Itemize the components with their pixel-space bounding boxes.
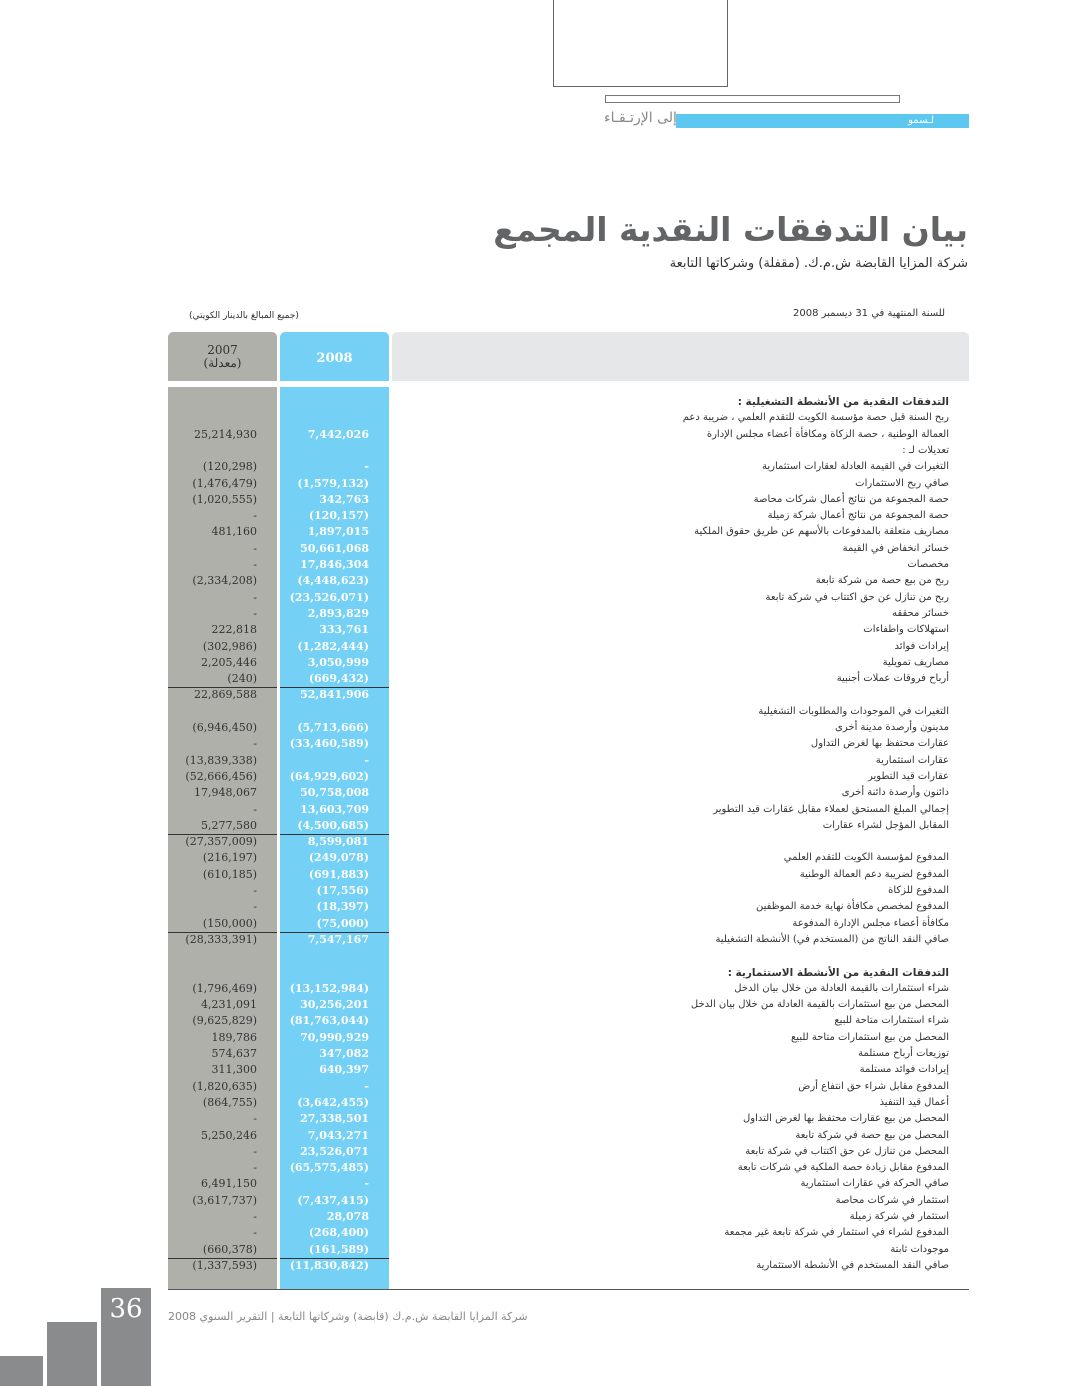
period-label: للسنة المنتهية في 31 ديسمبر 2008 xyxy=(793,308,945,319)
table-row xyxy=(168,443,969,459)
value-2008: (33,460,589) xyxy=(289,737,369,751)
row-label: أعمال قيد التنفيذ xyxy=(879,1096,949,1108)
value-2007: (1,476,479) xyxy=(192,476,257,490)
row-label: استثمار في شركة زميلة xyxy=(849,1211,949,1222)
currency-note: (جميع المبالغ بالدينار الكويتي) xyxy=(189,311,299,321)
value-2007: - xyxy=(253,606,257,620)
row-label: صافي النقد الناتج من (المستخدم في) الأنشطة التشغيلية xyxy=(715,933,949,945)
year-2007: 2007 xyxy=(207,343,238,357)
value-2008: (23,526,071) xyxy=(289,590,369,604)
table-row xyxy=(168,1193,969,1209)
table-row xyxy=(168,785,969,801)
table-row xyxy=(168,834,969,850)
table-row xyxy=(168,1111,969,1127)
value-2008: 7,442,026 xyxy=(307,427,369,441)
row-label: التدفقات النقدية من الأنشطة التشغيلية : xyxy=(737,396,949,408)
value-2008: - xyxy=(364,460,369,474)
value-2008: (4,500,685) xyxy=(297,818,369,832)
table-row xyxy=(168,932,969,948)
value-2008: (18,397) xyxy=(316,900,369,914)
value-2007: (610,185) xyxy=(202,867,257,881)
row-label: حصة المجموعة من نتائج أعمال شركات محاصة xyxy=(753,493,949,505)
row-label: إجمالي المبلغ المستحق لعملاء مقابل عقارات قيد التطوير xyxy=(713,803,949,815)
table-row xyxy=(168,802,969,818)
table-row xyxy=(168,655,969,671)
value-2008: 640,397 xyxy=(319,1063,369,1077)
row-label: المحصل من بيع حصة في شركة تابعة xyxy=(795,1129,949,1141)
table-row xyxy=(168,1030,969,1046)
table-row xyxy=(168,883,969,899)
table-row xyxy=(168,899,969,915)
table-row xyxy=(168,459,969,475)
footer-square-small xyxy=(0,1356,43,1386)
value-2007: (9,625,829) xyxy=(192,1014,257,1028)
value-2007: 481,160 xyxy=(211,525,257,539)
row-label: مكافأة أعضاء مجلس الإدارة المدفوعة xyxy=(792,917,949,929)
row-label: إيرادات فوائد مستلمة xyxy=(859,1064,949,1076)
value-2007: - xyxy=(253,1210,257,1223)
table-row xyxy=(168,1062,969,1078)
value-2008: (13,152,984) xyxy=(289,981,369,995)
value-2008: 17,846,304 xyxy=(300,558,369,571)
value-2008: (65,575,485) xyxy=(289,1161,369,1175)
value-2008: 3,050,999 xyxy=(307,655,369,669)
row-label: تعديلات لـ : xyxy=(902,444,949,456)
value-2008: 347,082 xyxy=(319,1047,369,1060)
value-2008: 27,338,501 xyxy=(300,1112,369,1126)
table-row xyxy=(168,590,969,606)
value-2008: (1,579,132) xyxy=(297,476,369,490)
value-2008: - xyxy=(364,1079,369,1093)
value-2007: - xyxy=(253,558,257,571)
table-bottom-rule xyxy=(168,1289,969,1290)
value-2008: 7,547,167 xyxy=(307,932,369,946)
row-label: ربح من تنازل عن حق اكتتاب في شركة تابعة xyxy=(765,591,949,603)
value-2008: 7,043,271 xyxy=(307,1128,369,1142)
column-header-2007 xyxy=(168,344,277,370)
footer-text: شركة المزايا القابضة ش.م.ك (قابضة) وشركاتها التابعة | التقرير السنوي 2008 xyxy=(168,1310,528,1323)
row-label: صافي الحركة في عقارات استثمارية xyxy=(800,1178,949,1190)
value-2008: 50,661,068 xyxy=(300,541,369,555)
value-2008: 13,603,709 xyxy=(300,802,369,816)
row-label: إيرادات فوائد xyxy=(894,640,949,652)
table-row xyxy=(168,867,969,883)
row-label: استثمار في شركات محاصة xyxy=(835,1194,949,1206)
row-label: مصاريف متعلقة بالمدفوعات بالأسهم عن طريق حقوق الملكية xyxy=(694,526,949,538)
value-2007: (1,020,555) xyxy=(192,492,257,506)
table-row xyxy=(168,769,969,785)
value-2008: 30,256,201 xyxy=(300,998,369,1012)
table-row xyxy=(168,639,969,655)
value-2007: (27,357,009) xyxy=(185,835,257,849)
table-row xyxy=(168,622,969,638)
row-label: شراء استثمارات متاحة للبيع xyxy=(834,1015,949,1027)
row-label: خسائر انخفاض في القيمة xyxy=(842,542,949,554)
table-row xyxy=(168,541,969,557)
value-2008: (268,400) xyxy=(308,1226,369,1240)
row-label: العمالة الوطنية ، حصة الزكاة ومكافأة أعضاء مجلس الإدارة xyxy=(706,428,949,440)
value-2008: (17,556) xyxy=(316,884,369,897)
table-row xyxy=(168,850,969,866)
value-2007: 22,869,588 xyxy=(194,688,257,702)
row-label: التغيرات في الموجودات والمطلوبات التشغيلية xyxy=(758,705,949,717)
value-2007: - xyxy=(253,802,257,816)
value-2007: 6,491,150 xyxy=(201,1177,257,1191)
value-2007: (120,298) xyxy=(202,460,257,474)
value-2007: (1,796,469) xyxy=(192,981,257,995)
row-label: المدفوع مقابل زيادة حصة الملكية في شركات تابعة xyxy=(737,1162,949,1174)
row-label: المدفوع مقابل شراء حق انتفاع أرض xyxy=(798,1080,949,1092)
value-2008: (1,282,444) xyxy=(297,639,369,653)
column-header-2008: 2008 xyxy=(316,351,353,366)
row-label: مدينون وأرصدة مدينة أخرى xyxy=(835,722,949,733)
row-label: توزيعات أرباح مستلمة xyxy=(858,1048,949,1059)
value-2008: (64,929,602) xyxy=(289,769,369,783)
value-2007: (864,755) xyxy=(202,1095,257,1109)
slogan-gray-text: إلى الإرتـقـاء xyxy=(604,110,677,126)
value-2008: (4,448,623) xyxy=(297,574,369,588)
table-row xyxy=(168,965,969,981)
value-2007: - xyxy=(253,884,257,897)
row-label: المدفوع للزكاة xyxy=(888,885,949,896)
table-row xyxy=(168,394,969,410)
row-label: عقارات قيد التطوير xyxy=(867,770,949,782)
value-2007: - xyxy=(253,737,257,751)
value-2007: (6,946,450) xyxy=(192,721,257,734)
table-row xyxy=(168,573,969,589)
table-row xyxy=(168,1128,969,1144)
page-title: بيان التدفقات النقدية المجمع xyxy=(493,210,968,249)
value-2007: (240) xyxy=(227,672,257,686)
table-row xyxy=(168,1242,969,1258)
row-label: التغيرات في القيمة العادلة لعقارات استثمارية xyxy=(762,461,949,473)
value-2008: 1,897,015 xyxy=(307,525,369,539)
value-2007: (302,986) xyxy=(202,639,257,653)
table-row xyxy=(168,427,969,443)
row-label: المحصل من تنازل عن حق اكتتاب في شركة تابعة xyxy=(745,1145,949,1157)
table-row xyxy=(168,524,969,540)
value-2007: - xyxy=(253,900,257,914)
page-number: 36 xyxy=(109,1294,143,1324)
row-label: التدفقات النقدية من الأنشطة الاستثمارية : xyxy=(727,966,949,979)
row-label: صافي ربح الاستثمارات xyxy=(855,477,949,489)
value-2008: - xyxy=(364,1177,369,1191)
page-subtitle: شركة المزايا القابضة ش.م.ك. (مقفلة) وشركاتها التابعة xyxy=(669,256,968,271)
table-row xyxy=(168,1079,969,1095)
value-2008: (81,763,044) xyxy=(289,1014,369,1028)
row-label: حصة المجموعة من نتائج أعمال شركة زميلة xyxy=(767,510,949,522)
value-2008-cell xyxy=(280,834,537,850)
table-row xyxy=(168,1258,969,1274)
table-row xyxy=(168,948,969,964)
value-2008: (161,589) xyxy=(308,1242,369,1256)
row-label: المدفوع لضريبة دعم العمالة الوطنية xyxy=(799,868,949,880)
value-2008: (3,642,455) xyxy=(297,1095,369,1109)
row-label: استهلاكات واطفاءات xyxy=(863,624,949,636)
value-2007: (1,820,635) xyxy=(192,1079,257,1093)
value-2007: (1,337,593) xyxy=(192,1258,257,1272)
value-2008: 70,990,929 xyxy=(300,1030,369,1044)
value-2007: - xyxy=(253,1226,257,1240)
slogan-strip xyxy=(676,114,969,128)
table-row xyxy=(168,1225,969,1241)
row-label: عقارات محتفظ بها لغرض التداول xyxy=(810,738,949,750)
value-2008: 28,078 xyxy=(326,1210,369,1223)
table-row xyxy=(168,736,969,752)
table-row xyxy=(168,687,969,703)
value-2008-cell xyxy=(280,687,537,703)
table-row xyxy=(168,508,969,524)
table-row xyxy=(168,476,969,492)
value-2008: 2,893,829 xyxy=(307,606,369,620)
row-label: المحصل من بيع عقارات محتفظ بها لغرض التداول xyxy=(742,1113,949,1125)
row-label: المحصل من بيع استثمارات متاحة للبيع xyxy=(790,1031,949,1043)
table-row xyxy=(168,410,969,426)
value-2007: 17,948,067 xyxy=(194,786,257,800)
table-row xyxy=(168,1176,969,1192)
restated-note: (معدلة) xyxy=(203,356,242,370)
row-label: أرباح فروقات عملات أجنبية xyxy=(836,673,949,685)
value-2008: 52,841,906 xyxy=(300,688,369,702)
table-row xyxy=(168,492,969,508)
row-label: شراء استثمارات بالقيمة العادلة من خلال بيان الدخل xyxy=(734,982,949,994)
row-label: ربح السنة قبل حصة مؤسسة الكويت للتقدم العلمي ، ضريبة دعم xyxy=(682,412,949,424)
value-2007: 574,637 xyxy=(211,1047,257,1060)
value-2008: 333,761 xyxy=(319,623,369,637)
value-2007: (52,666,456) xyxy=(185,769,257,783)
table-row xyxy=(168,818,969,834)
row-label: المدفوع لمخصص مكافأة نهاية خدمة الموظفين xyxy=(755,901,949,913)
table-row xyxy=(168,1144,969,1160)
footer-square-medium xyxy=(47,1322,97,1386)
row-label: المحصل من بيع استثمارات بالقيمة العادلة من خلال بيان الدخل xyxy=(690,999,949,1011)
value-2007: 189,786 xyxy=(211,1030,257,1044)
value-2008: (75,000) xyxy=(316,916,369,930)
value-2007: (2,334,208) xyxy=(192,574,257,588)
value-2008: 8,599,081 xyxy=(307,835,369,849)
value-2008: 23,526,071 xyxy=(300,1144,369,1158)
value-2007: - xyxy=(253,1144,257,1158)
value-2007: - xyxy=(253,590,257,604)
row-label: صافي النقد المستخدم في الأنشطة الاستثمارية xyxy=(756,1259,949,1271)
value-2007: 5,250,246 xyxy=(201,1128,257,1142)
row-label: مصاريف تمويلية xyxy=(882,656,949,668)
row-label: موجودات ثابتة xyxy=(890,1243,949,1255)
row-label: المقابل المؤجل لشراء عقارات xyxy=(822,819,949,831)
value-2008: (120,157) xyxy=(308,509,369,523)
value-2007: - xyxy=(253,509,257,523)
value-2008: (249,078) xyxy=(308,851,369,865)
value-2007: 222,818 xyxy=(211,623,257,637)
value-2007: 2,205,446 xyxy=(201,655,257,669)
value-2008: (7,437,415) xyxy=(297,1193,369,1207)
table-row xyxy=(168,753,969,769)
table-row xyxy=(168,1046,969,1062)
value-2007: (13,839,338) xyxy=(185,753,257,767)
top-bar-decoration xyxy=(605,95,900,103)
value-2007: 311,300 xyxy=(211,1063,257,1077)
value-2008: (5,713,666) xyxy=(297,721,369,734)
value-2007: (660,378) xyxy=(202,1242,257,1256)
row-label: خسائر محققه xyxy=(892,607,949,619)
top-frame-decoration xyxy=(553,0,728,87)
slogan-blue-text: لـسمو xyxy=(908,115,934,126)
table-row xyxy=(168,557,969,573)
row-label: المدفوع لشراء في استثمار في شركة تابعة غير مجمعة xyxy=(724,1227,949,1239)
table-row xyxy=(168,916,969,932)
value-2007: - xyxy=(253,1112,257,1126)
value-2007: 4,231,091 xyxy=(201,998,257,1012)
table-row xyxy=(168,1160,969,1176)
table-row xyxy=(168,606,969,622)
value-2008: 50,758,008 xyxy=(300,786,369,800)
row-label: دائنون وأرصدة دائنة أخرى xyxy=(841,787,949,799)
value-2008: 342,763 xyxy=(319,492,369,506)
value-2007: 5,277,580 xyxy=(201,818,257,832)
row-label: مخصصات xyxy=(907,559,949,570)
value-2008: (669,432) xyxy=(308,672,369,686)
value-2008: (691,883) xyxy=(308,867,369,881)
table-row xyxy=(168,671,969,687)
table-row xyxy=(168,720,969,736)
row-label: ربح من بيع حصة من شركة تابعة xyxy=(815,575,949,587)
value-2007: (216,197) xyxy=(202,851,257,865)
table-row xyxy=(168,1013,969,1029)
value-2007: - xyxy=(253,1161,257,1175)
value-2007: (28,333,391) xyxy=(185,932,257,946)
row-label: عقارات استثمارية xyxy=(875,754,949,766)
value-2007: (150,000) xyxy=(202,916,257,930)
table-row xyxy=(168,704,969,720)
table-row xyxy=(168,981,969,997)
row-label: المدفوع لمؤسسة الكويت للتقدم العلمي xyxy=(783,852,949,864)
table-row xyxy=(168,1209,969,1225)
value-2007: 25,214,930 xyxy=(194,427,257,441)
table-row xyxy=(168,997,969,1013)
value-2007: (3,617,737) xyxy=(192,1193,257,1207)
value-2008: (11,830,842) xyxy=(289,1258,369,1272)
table-row xyxy=(168,1095,969,1111)
value-2007: - xyxy=(253,541,257,555)
value-2008: - xyxy=(364,753,369,767)
